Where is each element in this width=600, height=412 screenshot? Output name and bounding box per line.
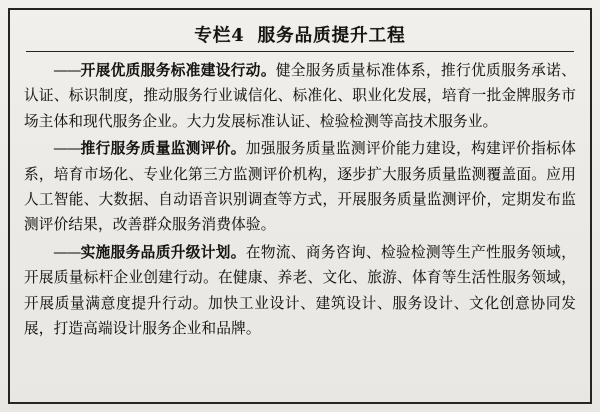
- box-title: [24, 22, 576, 47]
- paragraph-2-text: 加强服务质量监测评价能力建设，构建评价指标体系，培育市场化、专业化第三方监测评价机构，逐步扩大服务质量监测覆盖面。应用人工智能、大数据、自动语音识别调查等方式，开展服务质量监测评价，定期发布监测评价结果，改善群众服务消费体验。: [24, 140, 577, 234]
- paragraph-1-text: 健全服务质量标准体系，推行优质服务承诺、认证、标识制度，推动服务行业诚信化、标准化、职业化发展，培育一批金牌服务市场主体和现代服务企业。大力发展标准认证、检验检测等高技术服务业。: [24, 62, 576, 130]
- paragraph-3-heading: 实施服务品质升级计划。: [80, 243, 246, 261]
- box-body: [24, 58, 576, 341]
- paragraph-2-heading: 推行服务质量监测评价。: [80, 140, 246, 158]
- paragraph-3: [24, 240, 576, 342]
- paragraph-1-heading: 开展优质服务标准建设行动。: [80, 62, 276, 79]
- paragraph-1-lead: ——: [53, 62, 81, 79]
- paragraph-1: [24, 58, 576, 134]
- paragraph-3-lead: ——: [53, 243, 81, 261]
- box-title-main: 服务品质提升工程: [257, 26, 406, 46]
- box-title-prefix: 专栏: [194, 26, 232, 46]
- paragraph-3-text: 在物流、商务咨询、检验检测等生产性服务领域，开展质量标杆企业创建行动。在健康、养老、文化、旅游、体育等生活性服务领域，开展质量满意度提升行动。加快工业设计、建筑设计、服务设计、文化创意协同发展，打造高端设计服务企业和品牌。: [24, 243, 577, 338]
- title-divider: [26, 51, 574, 52]
- paragraph-2-lead: ——: [53, 140, 81, 158]
- paragraph-2: [24, 136, 576, 238]
- box-number: 4: [231, 26, 244, 46]
- feature-box: [8, 8, 592, 404]
